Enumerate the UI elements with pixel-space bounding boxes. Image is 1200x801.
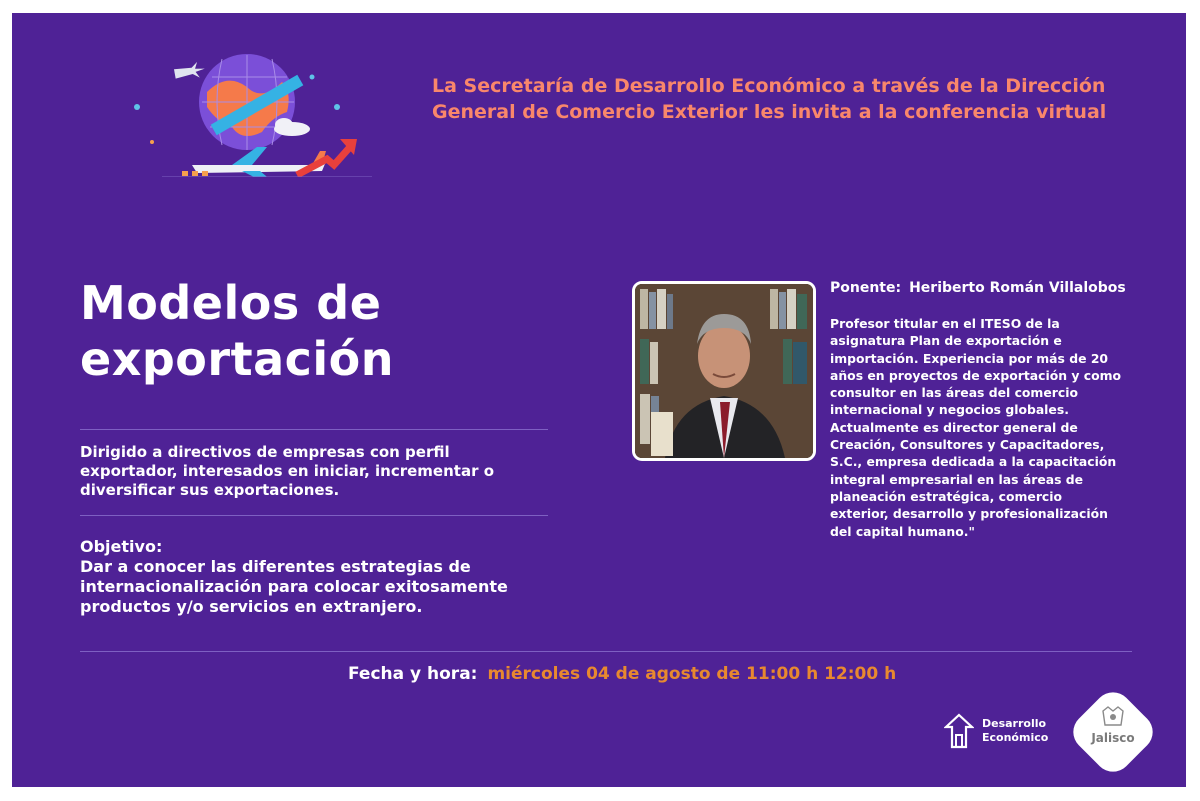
objective-heading: Objetivo: bbox=[80, 537, 163, 556]
event-schedule bbox=[348, 663, 896, 685]
desarrollo-economico-logo bbox=[944, 713, 1064, 753]
logo-text bbox=[982, 717, 1048, 745]
house-arrow-icon bbox=[944, 713, 974, 749]
bio-line: Creación, Consultores y Capacitadores, bbox=[830, 437, 1105, 453]
bio-line: exterior, desarrollo y profesionalización bbox=[830, 506, 1108, 522]
airplane-icon bbox=[173, 61, 206, 82]
bio-line: Actualmente es director general de bbox=[830, 419, 1078, 435]
speaker-label: Ponente: bbox=[830, 280, 902, 296]
invitation-line-2: General de Comercio Exterior les invita a la conferencia virtual bbox=[432, 101, 1107, 123]
bio-line: asignatura Plan de exportación e bbox=[830, 333, 1062, 349]
logo-line-1: Desarrollo bbox=[982, 717, 1047, 730]
audience-text bbox=[80, 443, 550, 500]
event-title-line-2: exportación bbox=[80, 332, 395, 386]
objective-line: Dar a conocer las diferentes estrategias de bbox=[80, 557, 471, 576]
growth-arrow-icon bbox=[297, 139, 357, 175]
divider bbox=[80, 651, 1132, 652]
speaker-bio bbox=[830, 315, 1150, 540]
bio-line: años en proyectos de exportación y como bbox=[830, 367, 1122, 383]
bio-line: internacional y negocios globales. bbox=[830, 402, 1069, 418]
speaker-photo bbox=[632, 281, 816, 461]
invitation-line-1: La Secretaría de Desarrollo Económico a través de la Dirección bbox=[432, 75, 1106, 97]
audience-line: exportador, interesados en iniciar, incrementar o bbox=[80, 462, 495, 480]
bio-line: Profesor titular en el ITESO de la bbox=[830, 316, 1060, 331]
divider bbox=[80, 429, 548, 430]
seal-text: Jalisco bbox=[1091, 731, 1135, 745]
bio-line: planeación estratégica, comercio bbox=[830, 488, 1063, 504]
schedule-label: Fecha y hora: bbox=[348, 664, 478, 684]
crest-icon bbox=[1100, 703, 1126, 729]
audience-line: diversificar sus exportaciones. bbox=[80, 481, 340, 499]
globe-trade-illustration bbox=[122, 47, 382, 177]
jalisco-seal bbox=[1070, 689, 1156, 775]
audience-line: Dirigido a directivos de empresas con perfil bbox=[80, 443, 450, 461]
objective-text bbox=[80, 557, 560, 617]
event-title bbox=[80, 275, 580, 387]
bio-line: del capital humano." bbox=[830, 523, 975, 539]
divider bbox=[80, 515, 548, 516]
objective-line: productos y/o servicios en extranjero. bbox=[80, 597, 423, 616]
speaker-heading bbox=[830, 279, 1134, 297]
speaker-portrait bbox=[635, 284, 813, 458]
bio-line: S.C., empresa dedicada a la capacitación bbox=[830, 454, 1117, 470]
invitation-text bbox=[432, 73, 1152, 125]
flyer-canvas bbox=[12, 13, 1186, 787]
objective-line: internacionalización para colocar exitosamente bbox=[80, 577, 508, 596]
event-title-line-1: Modelos de bbox=[80, 276, 382, 330]
bio-line: consultor en las áreas del comercio bbox=[830, 385, 1078, 401]
logo-line-2: Económico bbox=[982, 731, 1049, 744]
speaker-name: Heriberto Román Villalobos bbox=[909, 280, 1126, 296]
schedule-value: miércoles 04 de agosto de 11:00 h 12:00 h bbox=[487, 664, 897, 684]
bio-line: importación. Experiencia por más de 20 bbox=[830, 350, 1109, 366]
bio-line: integral empresarial en las áreas de bbox=[830, 471, 1084, 487]
